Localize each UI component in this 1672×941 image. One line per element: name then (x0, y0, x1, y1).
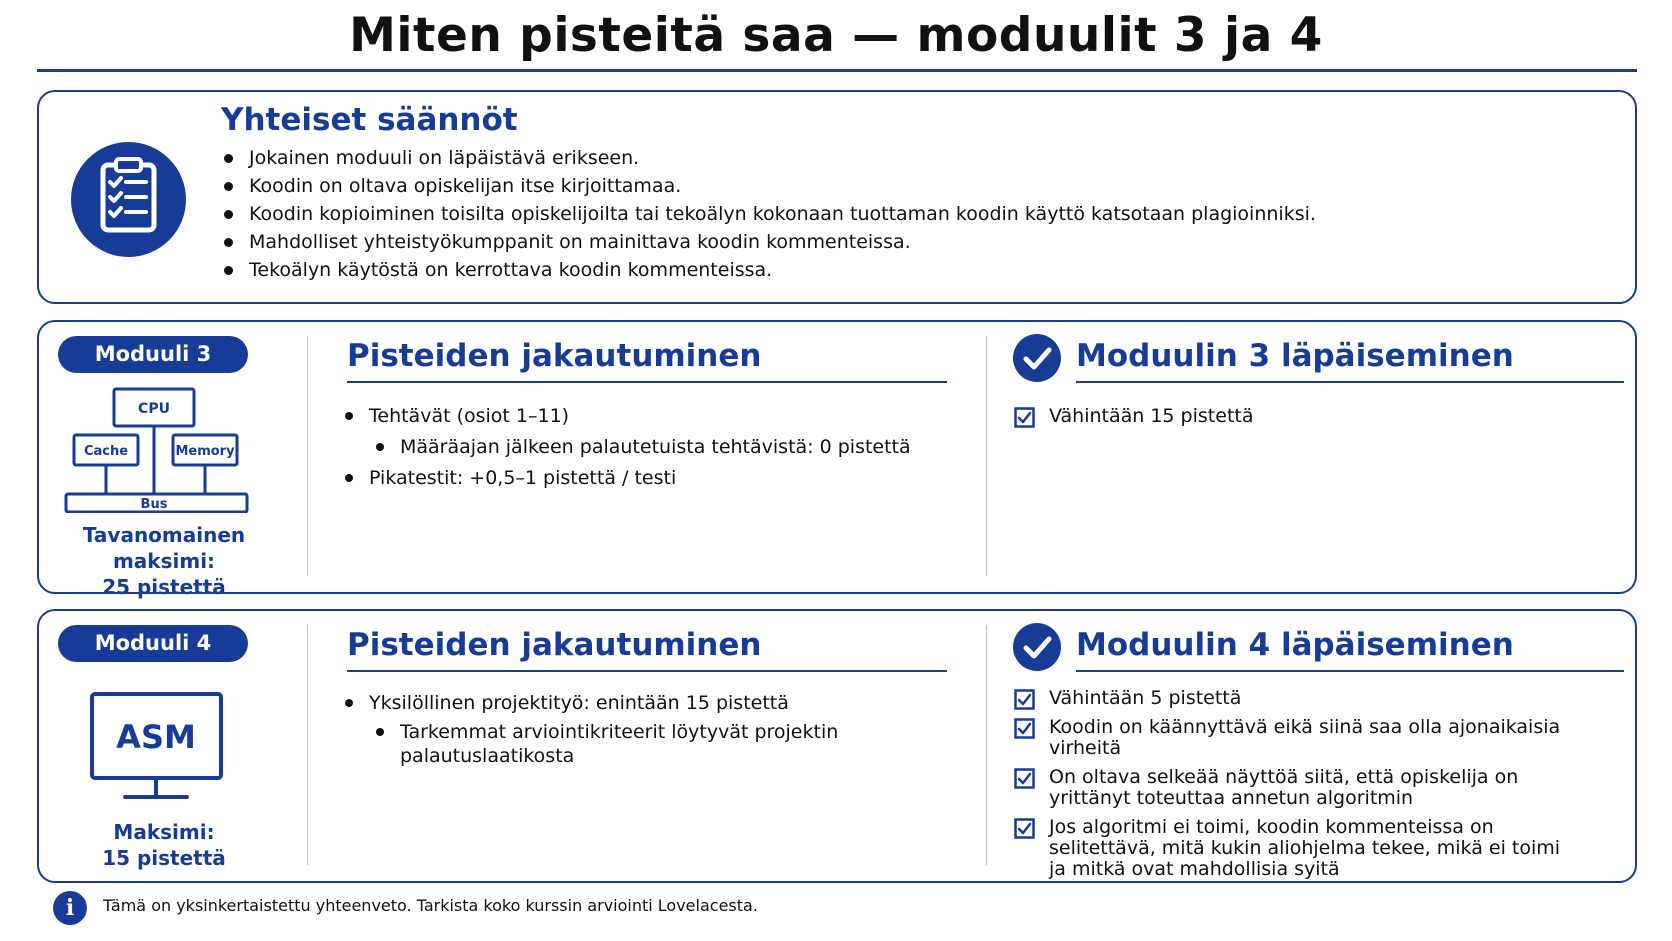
points-item: Tehtävät (osiot 1–11) (344, 404, 911, 428)
footer-note: Tämä on yksinkertaistettu yhteenveto. Tarkista koko kurssin arviointi Lovelacesta. (103, 896, 758, 915)
points-item: Pikatestit: +0,5–1 pistettä / testi (344, 466, 911, 490)
heading-underline (347, 670, 947, 672)
points-subitem: Tarkemmat arviointikriteerit löytyvät projektin palautuslaatikosta (375, 720, 845, 768)
checkbox-checked-icon (1014, 689, 1035, 710)
rule-item: Jokainen moduuli on läpäistävä erikseen. (223, 144, 1316, 172)
module-4-points-list (344, 691, 944, 768)
caption-line: 25 pistettä (102, 575, 226, 599)
computer-architecture-diagram (61, 387, 251, 513)
rule-item: Koodin kopioiminen toisilta opiskelijoilta tai tekoälyn kokonaan tuottaman koodin käyttö katsotaan plagioinniksi. (223, 200, 1316, 228)
common-rules-heading: Yhteiset säännöt (221, 102, 518, 138)
cache-label: Cache (83, 444, 129, 459)
column-divider (986, 625, 987, 865)
title-divider (37, 69, 1637, 72)
caption-line: Tavanomainen maksimi: (82, 523, 246, 573)
column-divider (307, 336, 308, 576)
module-4-pill: Moduuli 4 (58, 625, 248, 662)
heading-underline (1076, 670, 1624, 672)
heading-underline (1076, 381, 1624, 383)
module-3-max-caption (39, 522, 289, 600)
module-3-pass-list (1014, 406, 1594, 427)
monitor-icon (89, 691, 224, 801)
common-rules-card (37, 90, 1637, 304)
pass-heading: Moduulin 4 läpäiseminen (1076, 627, 1514, 663)
points-subitem: Määräajan jälkeen palautetuista tehtävistä: 0 pistettä (375, 435, 911, 459)
checkbox-checked-icon (1014, 768, 1035, 789)
info-icon: i (53, 891, 87, 925)
column-divider (986, 336, 987, 576)
check-circle-icon (1013, 623, 1061, 671)
memory-label: Memory (175, 444, 235, 459)
heading-underline (347, 381, 947, 383)
module-4-card (37, 609, 1637, 883)
check-circle-icon (1013, 334, 1061, 382)
pass-criterion-text: Vähintään 5 pistettä (1049, 687, 1242, 709)
column-divider (307, 625, 308, 865)
cpu-label: CPU (138, 401, 170, 417)
rule-item: Koodin on oltava opiskelijan itse kirjoittamaa. (223, 172, 1316, 200)
monitor-label: ASM (116, 718, 196, 756)
checkbox-checked-icon (1014, 818, 1035, 839)
points-heading: Pisteiden jakautuminen (347, 627, 762, 663)
page-title: Miten pisteitä saa — moduulit 3 ja 4 (349, 8, 1323, 63)
pass-criterion-text: Jos algoritmi ei toimi, koodin kommenteissa on selitettävä, mitä kukin aliohjelma tekee, mikä ei toimi ja mitkä ovat mahdollisia syitä (1049, 816, 1561, 880)
module-4-max-caption (39, 819, 289, 871)
module-3-card (37, 320, 1637, 599)
rule-item: Tekoälyn käytöstä on kerrottava koodin kommenteissa. (223, 256, 1316, 284)
common-rules-list (223, 144, 1316, 284)
points-heading: Pisteiden jakautuminen (347, 338, 762, 374)
caption-line: Maksimi: (113, 820, 215, 844)
pass-criterion-text: Vähintään 15 pistettä (1049, 405, 1254, 427)
checkbox-checked-icon (1014, 718, 1035, 739)
pass-criterion (1014, 406, 1594, 427)
caption-line: 15 pistettä (102, 846, 226, 870)
module-4-pass-list (1014, 688, 1574, 880)
pass-criterion-text: On oltava selkeää näyttöä siitä, että opiskelija on yrittänyt toteuttaa annetun algoritmin (1049, 766, 1519, 809)
pass-criterion (1014, 717, 1574, 759)
rule-item: Mahdolliset yhteistyökumppanit on mainittava koodin kommenteissa. (223, 228, 1316, 256)
module-3-points-list (344, 384, 911, 490)
clipboard-checklist-icon (71, 142, 186, 257)
points-item: Yksilöllinen projektityö: enintään 15 pistettä (344, 691, 944, 715)
bus-label: Bus (140, 497, 168, 512)
pass-criterion-text: Koodin on käännyttävä eikä siinä saa olla ajonaikaisia virheitä (1049, 716, 1561, 759)
pass-criterion (1014, 688, 1574, 709)
pass-heading: Moduulin 3 läpäiseminen (1076, 338, 1514, 374)
module-3-pill: Moduuli 3 (58, 336, 248, 373)
pass-criterion (1014, 817, 1574, 880)
checkbox-checked-icon (1014, 407, 1035, 428)
pass-criterion (1014, 767, 1574, 809)
